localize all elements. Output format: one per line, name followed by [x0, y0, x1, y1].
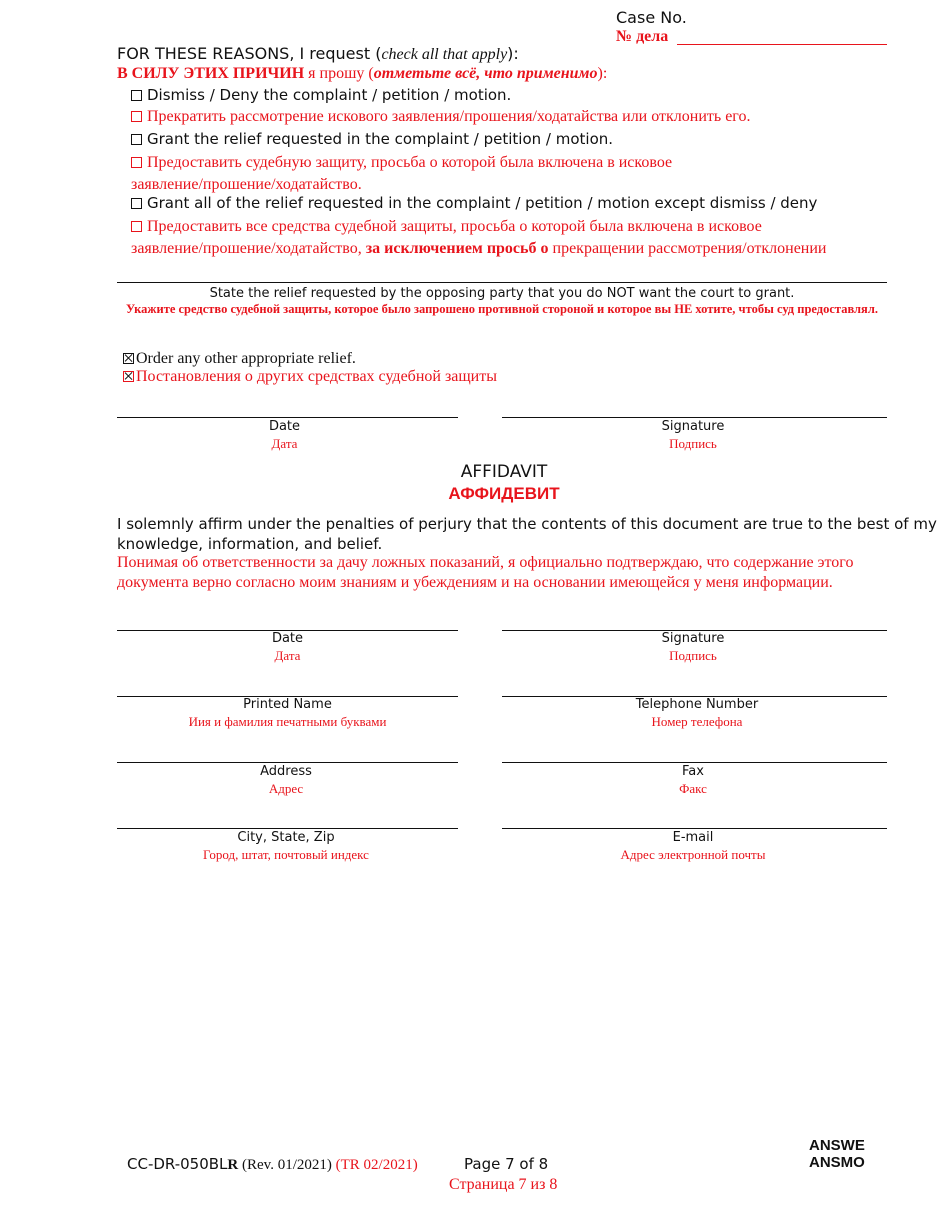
date-line-1[interactable] — [117, 417, 458, 418]
signature-line-1[interactable] — [502, 417, 887, 418]
signature-label-2-en: Signature — [661, 631, 725, 646]
signature-label-1-en: Signature — [661, 419, 725, 434]
email-line[interactable] — [502, 828, 887, 829]
affidavit-text-ru-b: документа верно согласно моим знаниям и убеждениям и на основании имеющейся у меня информации. — [117, 574, 833, 591]
affidavit-title-ru: АФФИДЕВИТ — [448, 484, 560, 503]
date-label-2 — [117, 631, 458, 664]
printed-name-label-ru: Иия и фамилия печатными буквами — [188, 714, 387, 729]
telephone-label — [502, 697, 892, 730]
fax-line[interactable] — [502, 762, 887, 763]
option-grant-ru — [131, 152, 672, 196]
address-label-ru: Адрес — [268, 781, 304, 796]
form-short-title-ru: ANSMO — [809, 1154, 865, 1171]
relief-label: State the relief requested by the opposing party that you do NOT want the court to grant. — [209, 286, 795, 301]
telephone-label-en: Telephone Number — [635, 697, 759, 712]
dismiss-checkbox[interactable] — [131, 90, 142, 101]
affidavit-text-b: knowledge, information, and belief. — [117, 535, 383, 553]
relief-label-ru: Укажите средство судебной защиты, которое было запрошено противной стороной и которое вы НЕ хотите, чтобы суд предоставлял. — [126, 302, 878, 316]
option-grant-all-label-ru-end: прекращении рассмотрения/отклонении — [548, 240, 827, 257]
signature-label-1 — [502, 419, 884, 452]
page-number: Page 7 of 8 — [464, 1155, 549, 1173]
form-code — [127, 1155, 418, 1174]
email-label-ru: Адрес электронной почты — [620, 847, 766, 862]
option-grant-all-label-ru-a: Предоставить все средства судебной защиты, просьба о которой была включена в исковое — [147, 218, 762, 235]
relief-input-line[interactable] — [117, 282, 887, 283]
telephone-label-ru: Номер телефона — [651, 714, 743, 729]
dismiss-checkbox-ru[interactable] — [131, 111, 142, 122]
city-state-zip-label-ru: Город, штат, почтовый индекс — [203, 847, 369, 862]
affidavit-text-ru — [117, 553, 853, 593]
option-grant-all — [131, 194, 817, 212]
date-label-2-ru: Дата — [274, 648, 301, 663]
reasons-intro-ru-bold: В СИЛУ ЭТИХ ПРИЧИН — [117, 65, 305, 82]
grant-all-checkbox[interactable] — [131, 198, 142, 209]
affidavit-title: AFFIDAVIT — [460, 462, 548, 482]
city-state-zip-line[interactable] — [117, 828, 458, 829]
option-grant-all-label-ru-b: заявление/прошение/ходатайство, — [131, 240, 366, 257]
reasons-intro — [117, 44, 519, 64]
form-code-id: CC-DR-050BL — [127, 1155, 228, 1173]
other-relief — [123, 350, 356, 368]
signature-label-1-ru: Подпись — [669, 436, 717, 451]
date-label-2-en: Date — [271, 631, 304, 646]
reasons-intro-ru — [117, 65, 607, 83]
printed-name-label-en: Printed Name — [243, 697, 332, 712]
city-state-zip-label — [117, 830, 455, 863]
affidavit-text — [117, 514, 937, 554]
form-rev: (Rev. 01/2021) — [238, 1157, 332, 1173]
printed-name-label — [117, 697, 458, 730]
option-grant — [131, 130, 613, 148]
address-label-en: Address — [260, 764, 312, 779]
reasons-intro-ru-end: ): — [597, 65, 608, 82]
reasons-intro-start: FOR THESE REASONS, I request ( — [117, 44, 382, 63]
fax-label — [502, 764, 884, 797]
case-no-field[interactable] — [677, 44, 887, 45]
case-no-label-ru: № дела — [616, 28, 669, 45]
option-dismiss-label-ru: Прекратить рассмотрение искового заявления/прошения/ходатайства или отклонить его. — [147, 108, 751, 125]
reasons-intro-ru-italic: отметьте всё, что применимо — [373, 65, 598, 82]
other-relief-checkbox-ru[interactable] — [123, 371, 134, 382]
signature-label-2-ru: Подпись — [669, 648, 717, 663]
address-line[interactable] — [117, 762, 458, 763]
affidavit-text-ru-a: Понимая об ответственности за дачу ложных показаний, я официально подтверждаю, что содержание этого — [117, 554, 854, 571]
option-grant-label-ru-a: Предоставить судебную защиту, просьба о которой была включена в исковое — [147, 154, 673, 171]
date-label-1-ru: Дата — [271, 436, 298, 451]
page-number-ru: Страница 7 из 8 — [449, 1176, 558, 1193]
grant-all-checkbox-ru[interactable] — [131, 221, 142, 232]
email-label — [502, 830, 884, 863]
signature-label-2 — [502, 631, 884, 664]
option-dismiss-label: Dismiss / Deny the complaint / petition / motion. — [147, 86, 512, 104]
email-label-en: E-mail — [672, 830, 714, 845]
other-relief-checkbox[interactable] — [123, 353, 134, 364]
grant-checkbox[interactable] — [131, 134, 142, 145]
fax-label-ru: Факс — [679, 781, 707, 796]
option-dismiss — [131, 86, 511, 104]
reasons-intro-italic: check all that apply — [381, 46, 508, 63]
option-grant-label-ru-b: заявление/прошение/ходатайство. — [131, 176, 362, 193]
other-relief-label-ru: Постановления о других средствах судебной защиты — [136, 368, 497, 385]
case-no-label: Case No. — [616, 8, 687, 27]
form-code-suffix: R — [227, 1157, 239, 1173]
date-label-1 — [117, 419, 452, 452]
form-short-title: ANSWE — [809, 1137, 865, 1154]
date-label-1-en: Date — [268, 419, 301, 434]
other-relief-ru — [123, 368, 497, 386]
city-state-zip-label-en: City, State, Zip — [237, 830, 335, 845]
option-grant-label: Grant the relief requested in the complaint / petition / motion. — [147, 130, 614, 148]
reasons-intro-end: ): — [507, 44, 519, 63]
option-grant-all-label-ru-bold: за исключением просьб о — [365, 240, 549, 257]
option-dismiss-ru — [131, 108, 750, 126]
form-tr: (TR 02/2021) — [331, 1157, 418, 1173]
grant-checkbox-ru[interactable] — [131, 157, 142, 168]
affidavit-text-a: I solemnly affirm under the penalties of perjury that the contents of this document are true to the best of my — [117, 515, 937, 533]
other-relief-label: Order any other appropriate relief. — [136, 350, 356, 367]
fax-label-en: Fax — [682, 764, 704, 779]
option-grant-all-ru — [131, 216, 826, 260]
reasons-intro-ru-mid: я прошу ( — [304, 65, 374, 82]
address-label — [117, 764, 455, 797]
option-grant-all-label: Grant all of the relief requested in the complaint / petition / motion except dismiss / deny — [147, 194, 818, 212]
